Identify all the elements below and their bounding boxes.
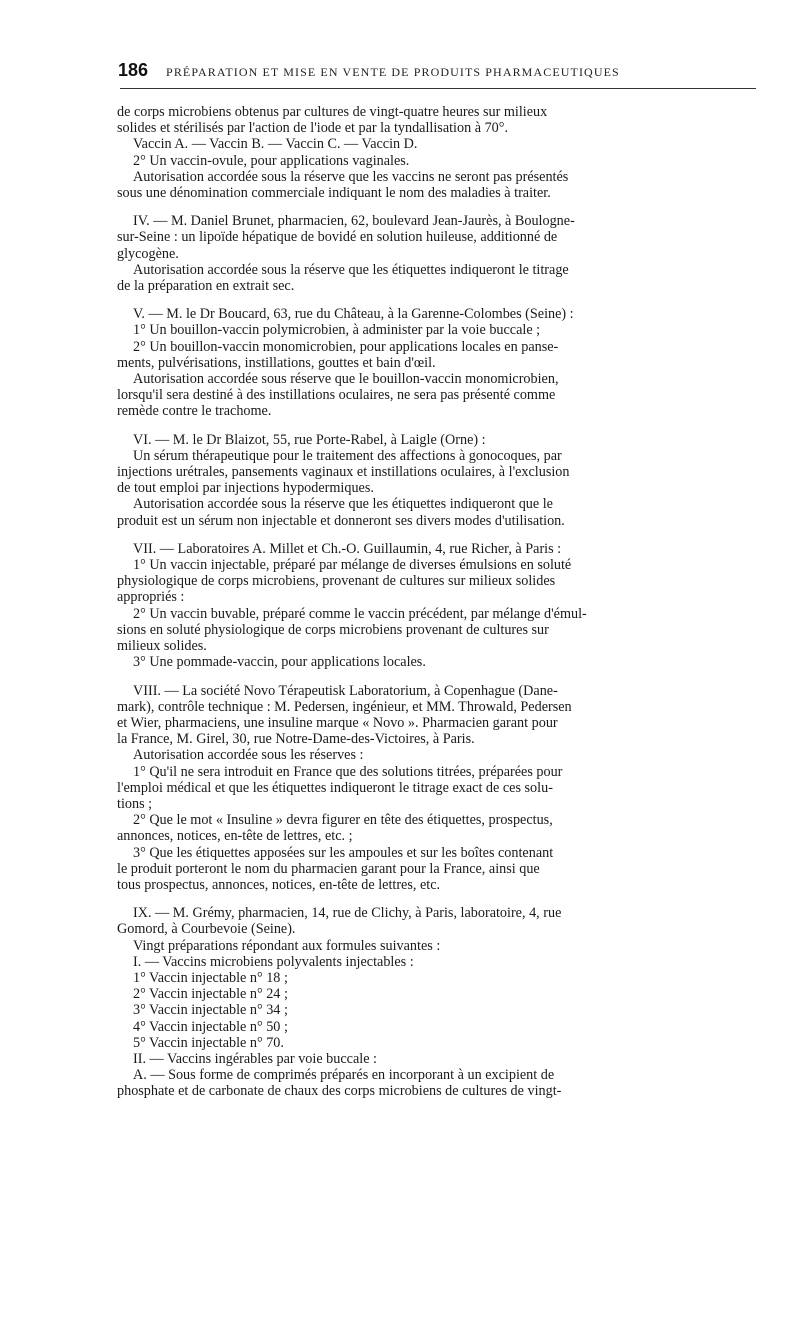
text-line: mark), contrôle technique : M. Pedersen, ingénieur, et MM. Throwald, Pedersen: [117, 698, 572, 715]
paragraph-gap: [117, 671, 757, 683]
text-line: 1° Qu'il ne sera introduit en France que des solutions titrées, préparées pour: [133, 763, 563, 780]
text-line: tous prospectus, annonces, notices, en-tête de lettres, etc.: [117, 876, 441, 893]
text-line: tions ;: [117, 795, 153, 812]
body-text: [117, 104, 757, 1100]
text-line: l'emploi médical et que les étiquettes indiqueront le titrage exact de ces solu-: [117, 779, 553, 796]
text-line: lorsqu'il sera destiné à des instillations oculaires, ne sera pas présenté comme: [117, 387, 556, 404]
text-line: de la préparation en extrait sec.: [117, 278, 295, 295]
text-line: solides et stérilisés par l'action de l'iode et par la tyndallisation à 70°.: [117, 120, 508, 137]
paragraph-gap: [117, 294, 757, 306]
text-line: le produit porteront le nom du pharmacien garant pour la France, ainsi que: [117, 860, 540, 877]
text-line: 2° Un vaccin-ovule, pour applications vaginales.: [133, 152, 410, 169]
text-line: 2° Que le mot « Insuline » devra figurer en tête des étiquettes, prospectus,: [133, 812, 553, 829]
text-line: 4° Vaccin injectable n° 50 ;: [133, 1018, 288, 1035]
text-line: et Wier, pharmaciens, une insuline marque « Novo ». Pharmacien garant pour: [117, 714, 558, 731]
text-line: 5° Vaccin injectable n° 70.: [133, 1034, 284, 1051]
paragraph-gap: [117, 893, 757, 905]
paragraph: [117, 683, 757, 894]
text-line: 2° Un vaccin buvable, préparé comme le vaccin précédent, par mélange d'émul-: [133, 605, 587, 622]
text-line: Autorisation accordée sous la réserve que les vaccins ne seront pas présentés: [133, 168, 569, 185]
text-line: A. — Sous forme de comprimés préparés en incorporant à un excipient de: [133, 1067, 555, 1084]
text-line: 1° Vaccin injectable n° 18 ;: [133, 969, 288, 986]
paragraph: [117, 306, 757, 419]
text-line: Un sérum thérapeutique pour le traitement des affections à gonocoques, par: [133, 447, 562, 464]
text-line: Autorisation accordée sous les réserves :: [133, 747, 364, 764]
text-line: VII. — Laboratoires A. Millet et Ch.-O. Guillaumin, 4, rue Richer, à Paris :: [133, 540, 562, 557]
text-line: IX. — M. Grémy, pharmacien, 14, rue de Clichy, à Paris, laboratoire, 4, rue: [133, 905, 562, 922]
text-line: I. — Vaccins microbiens polyvalents injectables :: [133, 953, 414, 970]
text-line: de corps microbiens obtenus par cultures de vingt-quatre heures sur milieux: [117, 104, 548, 120]
paragraph: [117, 432, 757, 529]
text-line: II. — Vaccins ingérables par voie buccale :: [133, 1050, 377, 1067]
text-line: Gomord, à Courbevoie (Seine).: [117, 921, 296, 938]
text-line: 3° Une pommade-vaccin, pour applications locales.: [133, 654, 426, 671]
page-number: 186: [118, 60, 149, 80]
text-line: sur-Seine : un lipoïde hépatique de bovidé en solution huileuse, additionné de: [117, 229, 558, 246]
paragraph: [117, 104, 757, 201]
text-line: VI. — M. le Dr Blaizot, 55, rue Porte-Rabel, à Laigle (Orne) :: [133, 431, 486, 448]
text-line: VIII. — La société Novo Térapeutisk Laboratorium, à Copenhague (Dane-: [133, 682, 558, 699]
text-line: injections urétrales, pansements vaginaux et instillations oculaires, à l'exclusion: [117, 464, 570, 481]
text-line: 3° Que les étiquettes apposées sur les ampoules et sur les boîtes contenant: [133, 844, 554, 861]
text-line: V. — M. le Dr Boucard, 63, rue du Château, à la Garenne-Colombes (Seine) :: [133, 306, 574, 323]
paragraph: [117, 905, 757, 1099]
text-line: sions en soluté physiologique de corps microbiens provenant de cultures sur: [117, 621, 549, 638]
text-line: Vingt préparations répondant aux formules suivantes :: [133, 937, 441, 954]
text-line: Autorisation accordée sous la réserve que les étiquettes indiqueront que le: [133, 496, 553, 513]
text-line: de tout emploi par injections hypodermiques.: [117, 480, 374, 497]
text-line: glycogène.: [117, 245, 179, 262]
text-line: annonces, notices, en-tête de lettres, etc. ;: [117, 828, 353, 845]
text-line: 2° Un bouillon-vaccin monomicrobien, pour applications locales en panse-: [133, 338, 559, 355]
running-title: PRÉPARATION ET MISE EN VENTE DE PRODUITS PHARMACEUTIQUES: [166, 65, 620, 79]
text-line: physiologique de corps microbiens, provenant de cultures sur milieux solides: [117, 573, 556, 590]
text-line: Vaccin A. — Vaccin B. — Vaccin C. — Vaccin D.: [133, 136, 418, 153]
text-line: la France, M. Girel, 30, rue Notre-Dame-des-Victoires, à Paris.: [117, 731, 475, 748]
text-line: sous une dénomination commerciale indiquant le nom des maladies à traiter.: [117, 185, 551, 202]
text-line: 3° Vaccin injectable n° 34 ;: [133, 1002, 288, 1019]
text-line: 2° Vaccin injectable n° 24 ;: [133, 986, 288, 1003]
paragraph: [117, 541, 757, 671]
text-line: ments, pulvérisations, instillations, gouttes et bain d'œil.: [117, 354, 436, 371]
text-line: 1° Un vaccin injectable, préparé par mélange de diverses émulsions en soluté: [133, 557, 572, 574]
paragraph-gap: [117, 420, 757, 432]
text-line: Autorisation accordée sous réserve que le bouillon-vaccin monomicrobien,: [133, 371, 559, 388]
text-line: produit est un sérum non injectable et donneront ses divers modes d'utilisation.: [117, 512, 565, 529]
text-line: milieux solides.: [117, 638, 207, 655]
text-line: Autorisation accordée sous la réserve que les étiquettes indiqueront le titrage: [133, 261, 569, 278]
paragraph: [117, 213, 757, 294]
text-line: phosphate et de carbonate de chaux des corps microbiens de cultures de vingt-: [117, 1083, 562, 1100]
paragraph-gap: [117, 529, 757, 541]
text-line: 1° Un bouillon-vaccin polymicrobien, à administer par la voie buccale ;: [133, 322, 541, 339]
header-rule: [120, 88, 756, 89]
text-line: remède contre le trachome.: [117, 403, 272, 420]
text-line: IV. — M. Daniel Brunet, pharmacien, 62, boulevard Jean-Jaurès, à Boulogne-: [133, 213, 575, 230]
text-line: appropriés :: [117, 589, 185, 606]
page-header: [118, 60, 758, 81]
paragraph-gap: [117, 201, 757, 213]
